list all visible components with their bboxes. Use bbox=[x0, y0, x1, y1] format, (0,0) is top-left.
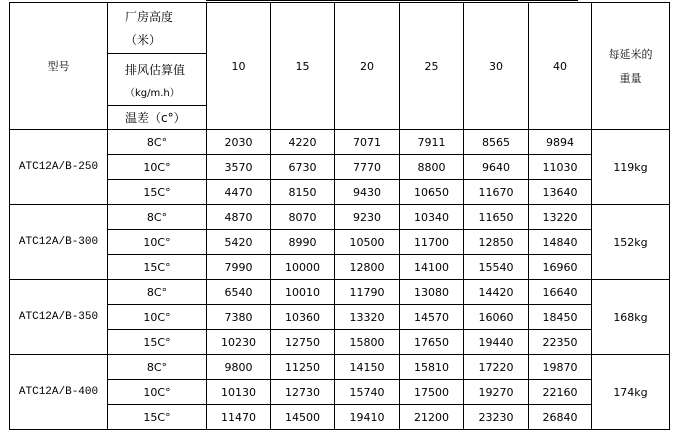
height-value: 20 bbox=[360, 59, 374, 73]
weight-cell bbox=[592, 355, 670, 430]
value-cell: 13080 bbox=[400, 280, 464, 305]
value-cell: 7911 bbox=[400, 130, 464, 155]
value-cell: 13320 bbox=[335, 305, 400, 330]
model-header bbox=[10, 3, 108, 130]
height-30-header bbox=[464, 3, 529, 130]
height-40-header bbox=[529, 3, 592, 130]
model-cell bbox=[10, 355, 108, 430]
value-cell: 8800 bbox=[400, 155, 464, 180]
temp-cell: 10C° bbox=[108, 155, 207, 180]
weight-value: 168kg bbox=[613, 310, 648, 324]
value-cell: 8565 bbox=[464, 130, 529, 155]
weight-label-line2: 重量 bbox=[619, 72, 642, 85]
value-cell: 7380 bbox=[207, 305, 271, 330]
value-cell: 10500 bbox=[335, 230, 400, 255]
value-cell: 7071 bbox=[335, 130, 400, 155]
weight-cell bbox=[592, 130, 670, 205]
height-value: 25 bbox=[424, 59, 439, 73]
value-cell: 9230 bbox=[335, 205, 400, 230]
value-cell: 10000 bbox=[271, 255, 335, 280]
value-cell: 2030 bbox=[207, 130, 271, 155]
value-cell: 19440 bbox=[464, 330, 529, 355]
height-value: 10 bbox=[231, 59, 246, 73]
model-cell bbox=[10, 130, 108, 205]
value-cell: 11650 bbox=[464, 205, 529, 230]
table-row bbox=[10, 380, 670, 405]
weight-cell bbox=[592, 280, 670, 355]
height-10-header bbox=[207, 3, 271, 130]
value-cell: 22350 bbox=[529, 330, 592, 355]
table-row bbox=[10, 330, 670, 355]
model-name: ATC12A/B-400 bbox=[18, 386, 99, 398]
weight-label-line1: 每延米的 bbox=[608, 48, 653, 61]
value-cell: 11470 bbox=[207, 405, 271, 430]
temp-cell: 10C° bbox=[108, 380, 207, 405]
value-cell: 10340 bbox=[400, 205, 464, 230]
value-cell: 23230 bbox=[464, 405, 529, 430]
weight-header bbox=[592, 3, 670, 130]
model-cell bbox=[10, 205, 108, 280]
value-cell: 22160 bbox=[529, 380, 592, 405]
value-cell: 12750 bbox=[271, 330, 335, 355]
value-cell: 8070 bbox=[271, 205, 335, 230]
value-cell: 15810 bbox=[400, 355, 464, 380]
value-cell: 4220 bbox=[271, 130, 335, 155]
weight-value: 174kg bbox=[613, 385, 648, 399]
exhaust-unit: （kg/m.h） bbox=[125, 87, 180, 99]
value-cell: 10650 bbox=[400, 180, 464, 205]
model-cell bbox=[10, 280, 108, 355]
height-label: 厂房高度 bbox=[125, 10, 174, 24]
value-cell: 3570 bbox=[207, 155, 271, 180]
temp-cell: 8C° bbox=[108, 205, 207, 230]
value-cell: 10130 bbox=[207, 380, 271, 405]
value-cell: 16640 bbox=[529, 280, 592, 305]
model-name: ATC12A/B-250 bbox=[18, 161, 99, 173]
weight-cell bbox=[592, 205, 670, 280]
exhaust-label: 排风估算值 bbox=[125, 62, 186, 77]
value-cell: 10360 bbox=[271, 305, 335, 330]
model-header-label: 型号 bbox=[47, 60, 70, 73]
value-cell: 14150 bbox=[335, 355, 400, 380]
value-cell: 7990 bbox=[207, 255, 271, 280]
model-name: ATC12A/B-350 bbox=[18, 311, 99, 323]
table-row bbox=[10, 405, 670, 430]
value-cell: 15800 bbox=[335, 330, 400, 355]
value-cell: 14420 bbox=[464, 280, 529, 305]
weight-value: 119kg bbox=[613, 160, 648, 174]
value-cell: 10010 bbox=[271, 280, 335, 305]
temp-cell: 15C° bbox=[108, 255, 207, 280]
table-row bbox=[10, 355, 670, 380]
value-cell: 4470 bbox=[207, 180, 271, 205]
value-cell: 12730 bbox=[271, 380, 335, 405]
value-cell: 12800 bbox=[335, 255, 400, 280]
weight-value: 152kg bbox=[613, 235, 648, 249]
value-cell: 9430 bbox=[335, 180, 400, 205]
temp-cell: 8C° bbox=[108, 355, 207, 380]
table-row bbox=[10, 230, 670, 255]
height-value: 40 bbox=[553, 59, 567, 73]
value-cell: 14570 bbox=[400, 305, 464, 330]
model-name: ATC12A/B-300 bbox=[18, 236, 99, 248]
table-row bbox=[10, 255, 670, 280]
value-cell: 17500 bbox=[400, 380, 464, 405]
value-cell: 14100 bbox=[400, 255, 464, 280]
table-row bbox=[10, 180, 670, 205]
value-cell: 14840 bbox=[529, 230, 592, 255]
value-cell: 8150 bbox=[271, 180, 335, 205]
value-cell: 14500 bbox=[271, 405, 335, 430]
value-cell: 26840 bbox=[529, 405, 592, 430]
table-row bbox=[10, 280, 670, 305]
value-cell: 18450 bbox=[529, 305, 592, 330]
value-cell: 19870 bbox=[529, 355, 592, 380]
height-15-header bbox=[271, 3, 335, 130]
value-cell: 17220 bbox=[464, 355, 529, 380]
temp-cell: 8C° bbox=[108, 130, 207, 155]
value-cell: 11030 bbox=[529, 155, 592, 180]
value-cell: 13640 bbox=[529, 180, 592, 205]
table-row bbox=[10, 205, 670, 230]
value-cell: 11700 bbox=[400, 230, 464, 255]
temp-cell: 15C° bbox=[108, 405, 207, 430]
temp-cell: 15C° bbox=[108, 330, 207, 355]
value-cell: 10230 bbox=[207, 330, 271, 355]
value-cell: 11670 bbox=[464, 180, 529, 205]
temp-header bbox=[108, 106, 207, 130]
value-cell: 15740 bbox=[335, 380, 400, 405]
table-row bbox=[10, 155, 670, 180]
height-value: 30 bbox=[489, 59, 503, 73]
product-spec-table bbox=[9, 2, 670, 430]
temp-cell: 10C° bbox=[108, 230, 207, 255]
height-value: 15 bbox=[295, 59, 310, 73]
temp-cell: 8C° bbox=[108, 280, 207, 305]
table-row bbox=[10, 305, 670, 330]
value-cell: 6730 bbox=[271, 155, 335, 180]
value-cell: 9640 bbox=[464, 155, 529, 180]
value-cell: 9894 bbox=[529, 130, 592, 155]
value-cell: 11250 bbox=[271, 355, 335, 380]
table-row bbox=[10, 130, 670, 155]
value-cell: 15540 bbox=[464, 255, 529, 280]
temp-cell: 10C° bbox=[108, 305, 207, 330]
value-cell: 7770 bbox=[335, 155, 400, 180]
value-cell: 12850 bbox=[464, 230, 529, 255]
height-20-header bbox=[335, 3, 400, 130]
value-cell: 11790 bbox=[335, 280, 400, 305]
value-cell: 17650 bbox=[400, 330, 464, 355]
exhaust-header bbox=[108, 54, 207, 106]
height-header bbox=[108, 3, 207, 54]
value-cell: 19270 bbox=[464, 380, 529, 405]
value-cell: 8990 bbox=[271, 230, 335, 255]
temp-cell: 15C° bbox=[108, 180, 207, 205]
value-cell: 19410 bbox=[335, 405, 400, 430]
value-cell: 6540 bbox=[207, 280, 271, 305]
value-cell: 16960 bbox=[529, 255, 592, 280]
value-cell: 16060 bbox=[464, 305, 529, 330]
value-cell: 5420 bbox=[207, 230, 271, 255]
value-cell: 13220 bbox=[529, 205, 592, 230]
value-cell: 21200 bbox=[400, 405, 464, 430]
height-unit: （米） bbox=[125, 33, 162, 47]
value-cell: 9800 bbox=[207, 355, 271, 380]
height-25-header bbox=[400, 3, 464, 130]
temp-label: 温差（c°） bbox=[125, 111, 186, 125]
value-cell: 4870 bbox=[207, 205, 271, 230]
